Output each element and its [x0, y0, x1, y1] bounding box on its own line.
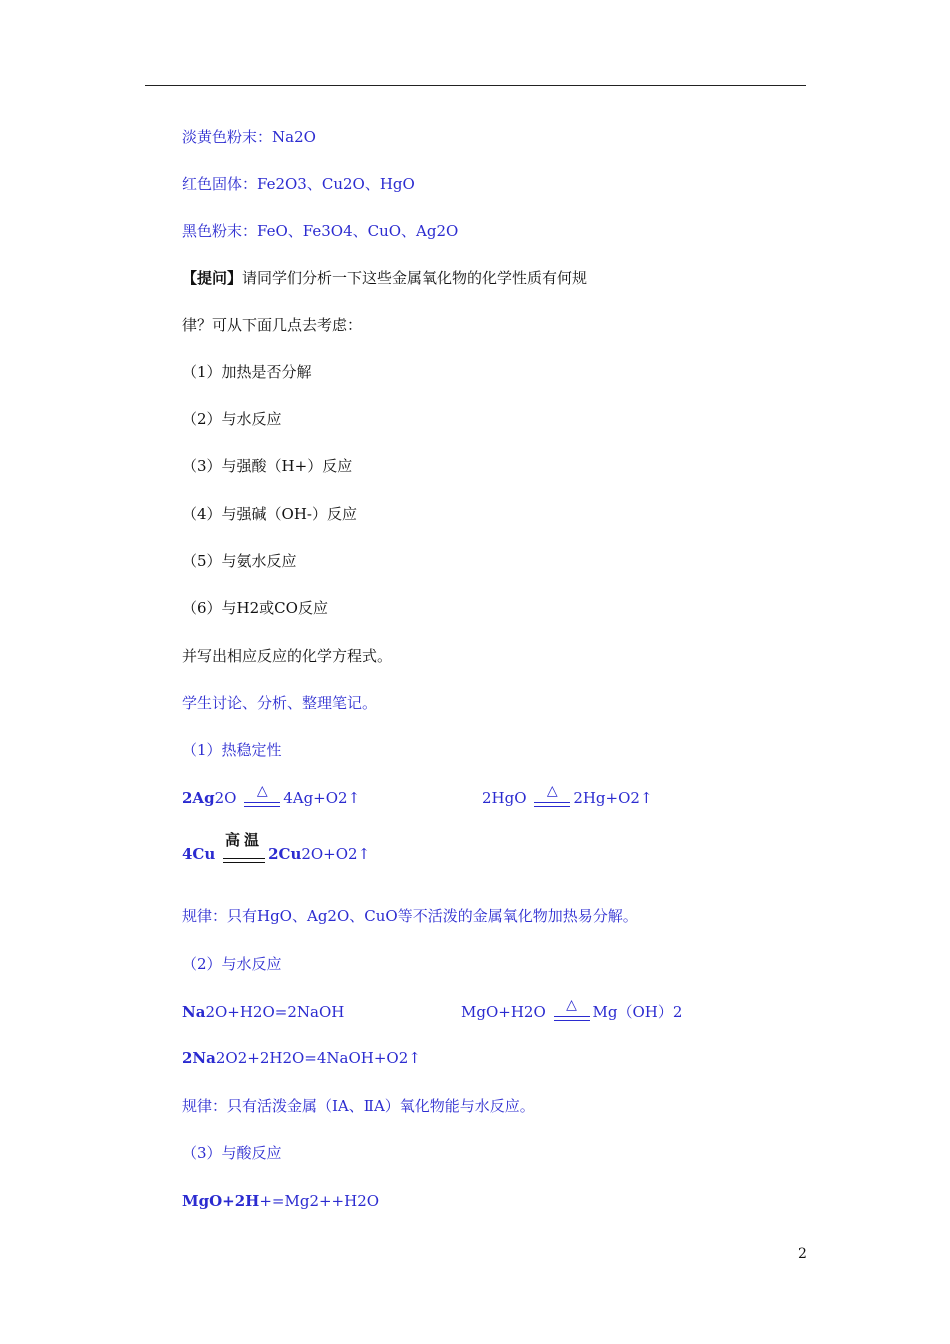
equation — [182, 831, 371, 865]
list-item: （1）加热是否分解 — [182, 363, 312, 381]
equation-term: 2HgO — [482, 789, 527, 807]
equation — [182, 1048, 421, 1068]
question-text: 请同学们分析一下这些金属氧化物的化学性质有何规 — [242, 269, 588, 287]
equation-term: MgO+2H — [182, 1192, 260, 1210]
equation-term: +=Mg2++H2O — [259, 1192, 380, 1210]
heat-condition — [552, 997, 592, 1023]
equation-term: MgO+H2O — [461, 1003, 546, 1021]
equation — [182, 1002, 344, 1022]
delta-symbol: △ — [256, 783, 268, 799]
rule-text: 规律：只有活泼金属（ⅠA、ⅡA）氧化物能与水反应。 — [182, 1097, 535, 1115]
section-heading: （3）与酸反应 — [182, 1144, 282, 1162]
equation-term: 2O — [214, 789, 237, 807]
text-line: 红色固体：Fe2O3、Cu2O、HgO — [182, 175, 415, 193]
list-item: （5）与氨水反应 — [182, 552, 297, 570]
question-tag: 【提问】 — [182, 269, 243, 287]
text-line: 淡黄色粉末：Na2O — [182, 128, 316, 146]
equation — [182, 783, 361, 809]
high-temp-condition — [221, 831, 267, 865]
delta-symbol: △ — [546, 783, 558, 799]
rule-text: 规律：只有HgO、Ag2O、CuO等不活泼的金属氧化物加热易分解。 — [182, 907, 638, 925]
list-item: （4）与强碱（OH-）反应 — [182, 505, 357, 523]
list-item: （3）与强酸（H+）反应 — [182, 457, 353, 475]
section-heading: （1）热稳定性 — [182, 741, 282, 759]
text-line: 律？可从下面几点去考虑： — [182, 316, 363, 334]
list-item: （2）与水反应 — [182, 410, 282, 428]
condition-label: 高温 — [225, 831, 264, 849]
equation — [182, 1191, 379, 1211]
equation-term: 2O2+2H2O=4NaOH+O2↑ — [215, 1049, 421, 1067]
page-number: 2 — [798, 1246, 807, 1262]
equation-term: 2O+O2↑ — [301, 845, 371, 863]
equation-term: Mg（OH）2 — [592, 1003, 683, 1021]
heat-condition — [242, 783, 282, 809]
equation-term: 2Ag — [182, 789, 215, 807]
equation-term: 2Na — [182, 1049, 216, 1067]
heat-condition — [532, 783, 572, 809]
equation-term: Na — [182, 1003, 206, 1021]
equation-term: 4Ag+O2↑ — [283, 789, 361, 807]
equation-term: 4Cu — [182, 845, 216, 863]
section-heading: （2）与水反应 — [182, 955, 282, 973]
header-rule — [145, 85, 806, 86]
equation-term: 2Hg+O2↑ — [573, 789, 653, 807]
equation — [482, 783, 653, 809]
equation-term: 2O+H2O=2NaOH — [205, 1003, 345, 1021]
text-line: 黑色粉末：FeO、Fe3O4、CuO、Ag2O — [182, 222, 459, 240]
equation — [461, 997, 683, 1023]
question-line — [182, 268, 587, 288]
list-item: （6）与H2或CO反应 — [182, 599, 328, 617]
delta-symbol: △ — [566, 997, 577, 1013]
text-line: 学生讨论、分析、整理笔记。 — [182, 694, 378, 712]
equation-term: 2Cu — [268, 845, 302, 863]
text-line: 并写出相应反应的化学方程式。 — [182, 647, 393, 665]
